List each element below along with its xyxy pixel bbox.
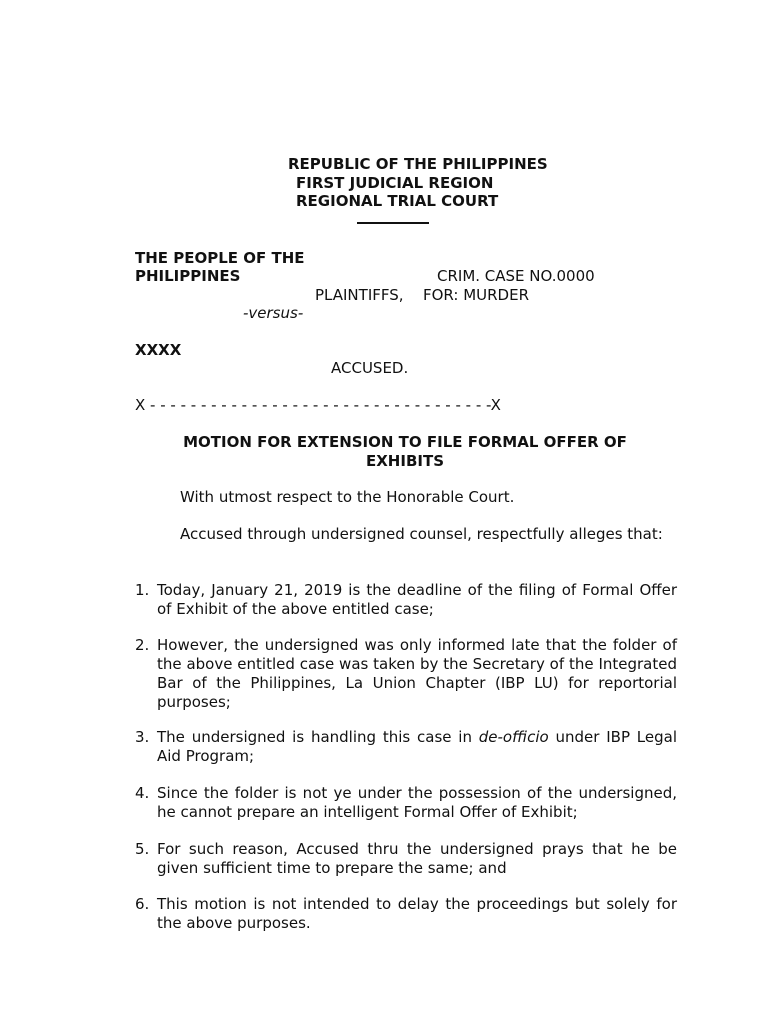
list-item xyxy=(135,636,677,712)
list-item-text-italic: de-officio xyxy=(478,728,549,746)
header-judicial-region: FIRST JUDICIAL REGION xyxy=(296,174,494,192)
list-item-text-after: under IBP Legal Aid Program; xyxy=(157,728,677,765)
list-item xyxy=(135,784,677,822)
list-item-number: 2. xyxy=(135,636,150,654)
party-plaintiff-line1: THE PEOPLE OF THE xyxy=(135,249,305,267)
list-item xyxy=(135,581,677,619)
versus-label: -versus- xyxy=(243,304,304,322)
header-underline xyxy=(357,222,429,224)
case-number: CRIM. CASE NO.0000 xyxy=(437,267,595,285)
list-item-text: For such reason, Accused thru the undersigned prays that he be given sufficient time to prepare the same; and xyxy=(157,840,677,877)
header-republic: REPUBLIC OF THE PHILIPPINES xyxy=(288,155,548,173)
list-item-text: Today, January 21, 2019 is the deadline of the filing of Formal Offer of Exhibit of the above entitled case; xyxy=(157,581,677,618)
list-item-text xyxy=(157,728,677,766)
list-item-number: 5. xyxy=(135,840,150,858)
accused-label: ACCUSED. xyxy=(331,359,409,377)
list-item-number: 6. xyxy=(135,895,150,913)
motion-title-line1: MOTION FOR EXTENSION TO FILE FORMAL OFFER OF xyxy=(183,433,627,451)
intro-paragraph: Accused through undersigned counsel, respectfully alleges that: xyxy=(180,525,663,543)
plaintiffs-label: PLAINTIFFS, xyxy=(315,286,404,304)
list-item xyxy=(135,895,677,933)
list-item-text-before: The undersigned is handling this case in xyxy=(157,728,479,746)
list-item-number: 1. xyxy=(135,581,150,599)
list-item xyxy=(135,728,677,766)
list-item-number: 3. xyxy=(135,728,150,746)
accused-name: XXXX xyxy=(135,341,182,359)
motion-title-line2: EXHIBITS xyxy=(366,452,444,470)
list-item-text: Since the folder is not ye under the possession of the undersigned, he cannot prepare an intelligent Formal Offer of Exhibit; xyxy=(157,784,677,821)
list-item-text: This motion is not intended to delay the proceedings but solely for the above purposes. xyxy=(157,895,677,932)
header-trial-court: REGIONAL TRIAL COURT xyxy=(296,192,499,210)
list-item xyxy=(135,840,677,878)
offense-label: FOR: MURDER xyxy=(423,286,530,304)
party-plaintiff-line2: PHILIPPINES xyxy=(135,267,241,285)
caption-separator: X - - - - - - - - - - - - - - - - - - - - - - - - - - - - - - - - - -X xyxy=(135,396,501,414)
list-item-number: 4. xyxy=(135,784,150,802)
list-item-text: However, the undersigned was only informed late that the folder of the above entitled case was taken by the Secretary of the Integrated Bar of the Philippines, La Union Chapter (IBP LU) for reportorial purposes; xyxy=(157,636,677,711)
salutation: With utmost respect to the Honorable Court. xyxy=(180,488,515,506)
